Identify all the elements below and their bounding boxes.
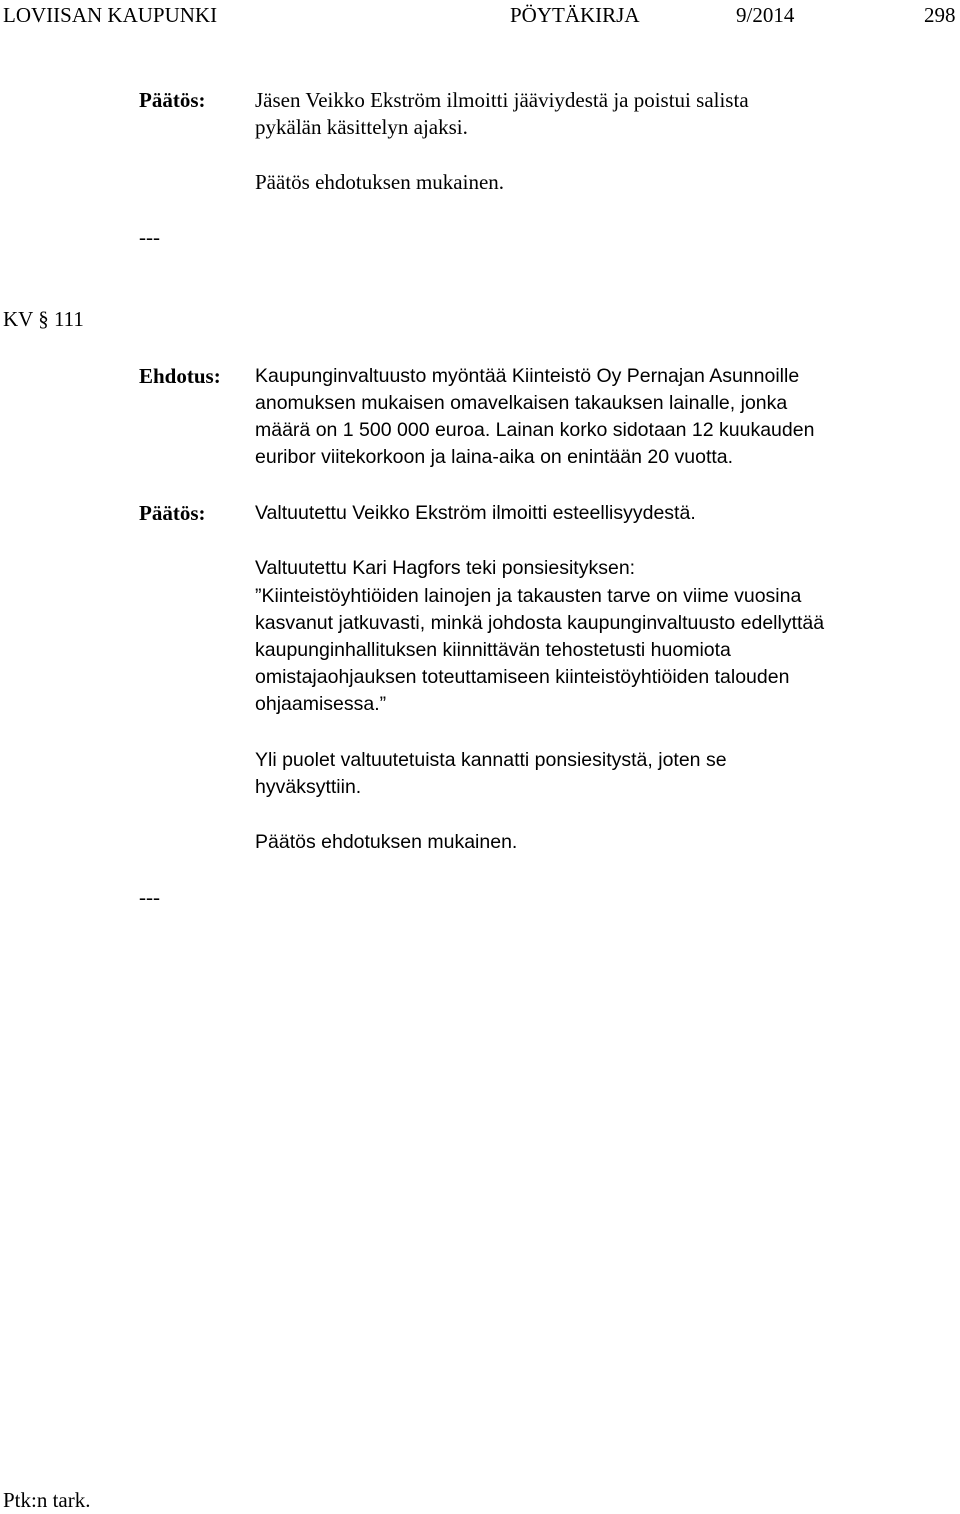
decision-text: Päätös ehdotuksen mukainen. [255,170,505,194]
separator: --- [139,885,160,909]
text-line: hyväksyttiin. [255,776,362,798]
decision-label: Päätös: [139,88,206,112]
text-line: ”Kiinteistöyhtiöiden lainojen ja takausten tarve on viime vuosina [255,585,802,607]
text-line: kasvanut jatkuvasti, minkä johdosta kaupunginvaltuusto edellyttää [255,612,825,634]
doc-type: PÖYTÄKIRJA [510,3,640,27]
text-line: kaupunginhallituksen kiinnittävän tehostetusti huomiota [255,639,731,661]
page-number: 298 [924,3,956,27]
decision-label: Päätös: [139,501,206,525]
org-name: LOVIISAN KAUPUNKI [3,3,218,27]
footer-checker: Ptk:n tark. [3,1488,91,1512]
text-line: anomuksen mukaisen omavelkaisen takauksen lainalle, jonka [255,392,788,414]
text-line: määrä on 1 500 000 euroa. Lainan korko sidotaan 12 kuukauden [255,419,815,441]
issue-number: 9/2014 [736,3,795,27]
text-line: pykälän käsittelyn ajaksi. [255,115,468,139]
text-line: Yli puolet valtuutetuista kannatti ponsiesitystä, joten se [255,749,727,771]
text-line: Valtuutettu Kari Hagfors teki ponsiesityksen: [255,557,636,579]
text-line: Kaupunginvaltuusto myöntää Kiinteistö Oy Pernajan Asunnoille [255,365,800,387]
text-line: Jäsen Veikko Ekström ilmoitti jääviydestä ja poistui salista [255,88,749,112]
text-line: euribor viitekorkoon ja laina-aika on enintään 20 vuotta. [255,446,734,468]
text-line: omistajaohjauksen toteuttamiseen kiinteistöyhtiöiden talouden [255,666,790,688]
text-line: Valtuutettu Veikko Ekström ilmoitti esteellisyydestä. [255,502,696,524]
decision-text: Päätös ehdotuksen mukainen. [255,831,518,853]
separator: --- [139,225,160,249]
proposal-label: Ehdotus: [139,364,221,388]
text-line: ohjaamisessa.” [255,693,387,715]
section-heading: KV § 111 [3,307,84,331]
